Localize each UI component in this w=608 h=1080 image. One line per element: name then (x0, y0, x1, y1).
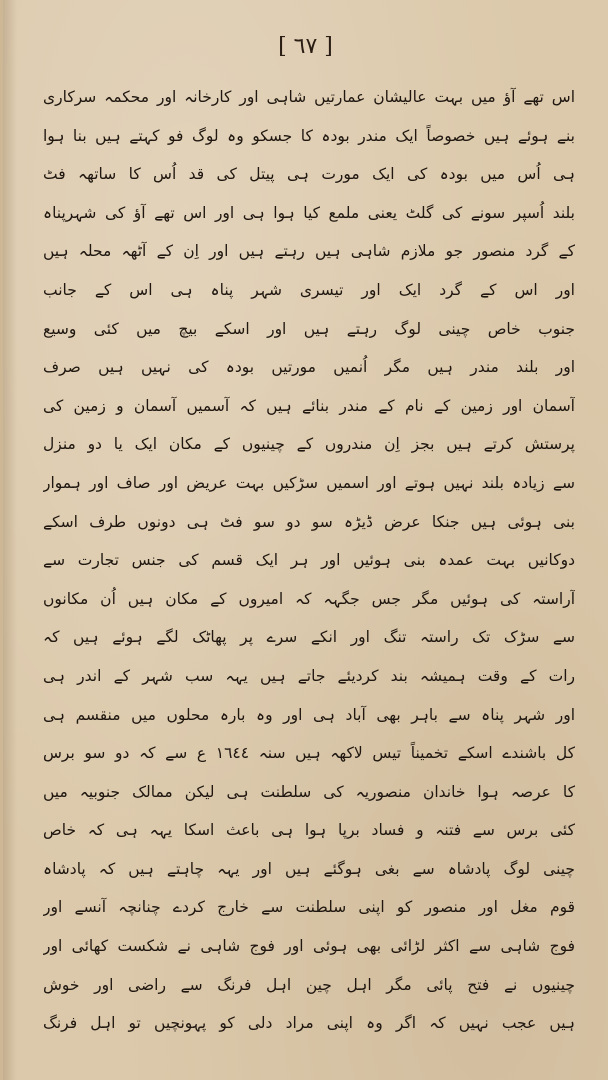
text-line: بلند اُسپر سونے کی گلٹ یعنی ملمع کیا ہوا ہی اور اس تھے آؤ کی شہرپناہ (43, 203, 575, 222)
text-line: فوج شاہی سے اکثر لڑائی بھی ہوئی اور فوج شاہی نے شکست کھائی اور (43, 937, 575, 956)
text-line: ہیں عجب نہیں کہ اگر وہ اپنی مراد دلی کو پہونچیں تو اہل فرنگ (43, 1014, 575, 1033)
text-line: دوکانیں بہت عمدہ بنی ہوئیں اور ہر ایک قسم کی جنس تجارت سے (43, 551, 575, 570)
text-line: چینیوں نے فتح پائی مگر اہل چین اہل فرنگ سے راضی اور خوش (43, 975, 575, 994)
text-line: اور بلند مندر ہیں مگر اُنمیں مورتیں بودہ کی نہیں ہیں صرف (43, 358, 575, 377)
text-line: بنے ہوئے ہیں خصوصاً ایک مندر بودہ کا جسکو وہ لوگ فو کہتے ہیں بنا ہوا (43, 126, 575, 145)
text-line: پرستش کرتے ہیں بجز اِن مندروں کے چینیوں کے مکان ایک یا دو منزل (43, 435, 575, 454)
text-line: بنی ہوئی ہیں جنکا عرض ڈیڑہ سو دو سو فٹ ہی دونوں طرف اسکے (43, 512, 575, 531)
page-edge-shadow (3, 0, 17, 1080)
text-line: قوم مغل اور منصور کو اپنی سلطنت سے خارج کردے چنانچہ آنسے اور (43, 898, 575, 917)
text-line: اور اس کے گرد ایک اور تیسری شہر پناہ ہی اس کے جانب (43, 280, 575, 299)
text-line: جنوب خاص چینی لوگ رہتے ہیں اور اسکے بیچ میں کئی وسیع (43, 319, 575, 338)
page-number: [ ٦٧ ] (278, 34, 333, 59)
body-text (43, 78, 575, 1043)
text-line: آراستہ کی ہوئیں مگر جس جگہہ کہ امیروں کے مکان ہیں اُن مکانوں (43, 589, 575, 608)
text-line: کئی برس سے فتنہ و فساد برپا ہوا ہی باعث اسکا یہہ ہی کہ خاص (43, 821, 575, 840)
text-line: چینی لوگ پادشاہ سے بغی ہوگئے ہیں اور یہہ چاہتے ہیں کہ پادشاہ (43, 859, 575, 878)
text-line: اور شہر پناہ سے باہر بھی آباد ہی اور وہ بارہ محلوں میں منقسم ہی (43, 705, 575, 724)
text-line: اس تھے آؤ میں بہت عالیشان عمارتیں شاہی اور کارخانہ اور محکمہ سرکاری (43, 88, 575, 106)
text-line: کا عرصہ ہوا خاندان منصوریہ کی سلطنت ہی لیکن ممالک جنوبیہ میں (43, 782, 575, 801)
text-line: سے زیادہ بلند نہیں ہوتے اور اسمیں سڑکیں بہت عریض اور صاف اور ہموار (43, 473, 575, 492)
text-line: سے سڑک تک راستہ تنگ اور انکے سرے پر پھاٹک لگے ہوئے ہیں کہ (43, 628, 575, 647)
text-line: آسمان اور زمین کے نام کے مندر بنائے ہیں کہ آسمیں آسمان و زمین کی (43, 396, 575, 415)
text-line: کل باشندے اسکے تخمیناً تیس لاکھہ ہیں سنہ ١٦٤٤ ع سے کہ دو سو برس (43, 744, 575, 763)
text-line: ہی اُس میں بودہ کی ایک مورت ہی پیتل کی قد اُس کا ساتھہ فٹ (43, 165, 575, 184)
text-line: رات کے وقت ہمیشہ بند کردیئے جاتے ہیں یہہ سب شہر کے اندر ہی (43, 666, 575, 685)
text-line: کے گرد منصور جو ملازم شاہی ہیں رہتے ہیں اور اِن کے آٹھہ محلہ ہیں (43, 242, 575, 261)
